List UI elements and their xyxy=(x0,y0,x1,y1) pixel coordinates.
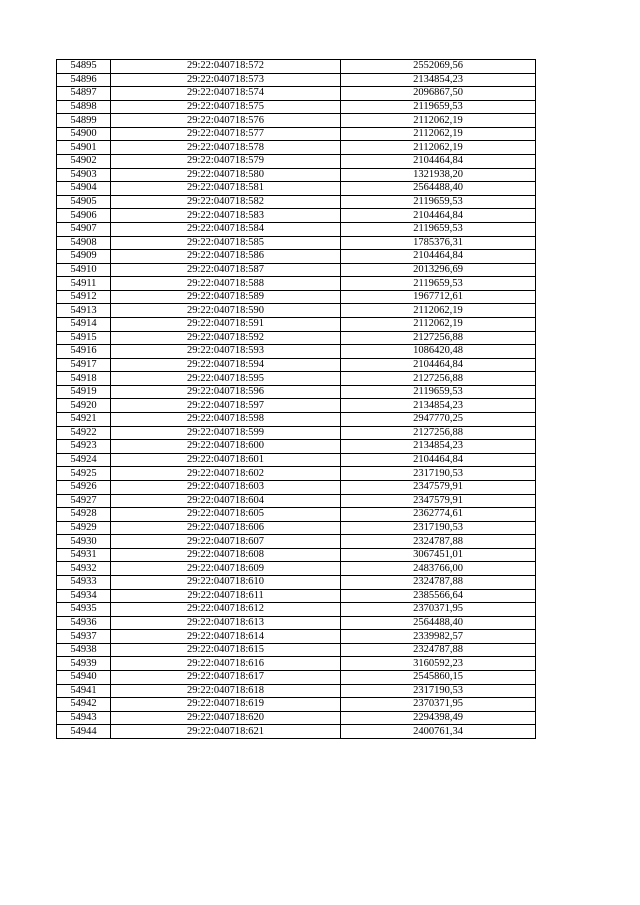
cadastral-number-cell: 29:22:040718:593 xyxy=(111,345,341,359)
row-number-cell: 54921 xyxy=(57,413,111,427)
row-number-cell: 54912 xyxy=(57,290,111,304)
cadastral-value-cell: 2564488,40 xyxy=(341,616,536,630)
cadastre-value-table xyxy=(56,59,536,739)
table-row xyxy=(57,548,536,562)
cadastral-value-cell: 2013296,69 xyxy=(341,263,536,277)
cadastral-number-cell: 29:22:040718:611 xyxy=(111,589,341,603)
cadastral-number-cell: 29:22:040718:603 xyxy=(111,480,341,494)
cadastral-value-cell: 2552069,56 xyxy=(341,60,536,74)
table-row xyxy=(57,222,536,236)
cadastral-value-cell: 1785376,31 xyxy=(341,236,536,250)
cadastral-value-cell: 2127256,88 xyxy=(341,372,536,386)
row-number-cell: 54919 xyxy=(57,385,111,399)
cadastral-value-cell: 2119659,53 xyxy=(341,100,536,114)
table-row xyxy=(57,168,536,182)
cadastral-number-cell: 29:22:040718:575 xyxy=(111,100,341,114)
cadastral-value-cell: 2119659,53 xyxy=(341,222,536,236)
table-row xyxy=(57,494,536,508)
cadastral-number-cell: 29:22:040718:579 xyxy=(111,155,341,169)
cadastral-number-cell: 29:22:040718:586 xyxy=(111,250,341,264)
table-row xyxy=(57,480,536,494)
table-row xyxy=(57,440,536,454)
cadastral-value-cell: 2564488,40 xyxy=(341,182,536,196)
row-number-cell: 54931 xyxy=(57,548,111,562)
cadastral-number-cell: 29:22:040718:614 xyxy=(111,630,341,644)
table-row xyxy=(57,277,536,291)
cadastral-value-cell: 2347579,91 xyxy=(341,480,536,494)
table-row xyxy=(57,426,536,440)
cadastral-value-cell: 2317190,53 xyxy=(341,521,536,535)
cadastral-number-cell: 29:22:040718:621 xyxy=(111,725,341,739)
row-number-cell: 54916 xyxy=(57,345,111,359)
cadastral-value-cell: 2112062,19 xyxy=(341,127,536,141)
row-number-cell: 54923 xyxy=(57,440,111,454)
cadastral-value-cell: 2134854,23 xyxy=(341,440,536,454)
table-row xyxy=(57,725,536,739)
cadastral-value-cell: 1321938,20 xyxy=(341,168,536,182)
cadastral-number-cell: 29:22:040718:576 xyxy=(111,114,341,128)
cadastral-number-cell: 29:22:040718:583 xyxy=(111,209,341,223)
cadastral-value-cell: 2119659,53 xyxy=(341,195,536,209)
row-number-cell: 54933 xyxy=(57,575,111,589)
cadastral-number-cell: 29:22:040718:595 xyxy=(111,372,341,386)
cadastral-number-cell: 29:22:040718:588 xyxy=(111,277,341,291)
table-row xyxy=(57,127,536,141)
table-row xyxy=(57,684,536,698)
cadastral-value-cell: 2370371,95 xyxy=(341,603,536,617)
table-row xyxy=(57,250,536,264)
table-row xyxy=(57,589,536,603)
table-row xyxy=(57,535,536,549)
cadastral-value-cell: 2347579,91 xyxy=(341,494,536,508)
table-row xyxy=(57,399,536,413)
cadastral-value-cell: 2112062,19 xyxy=(341,304,536,318)
row-number-cell: 54903 xyxy=(57,168,111,182)
table-body xyxy=(57,60,536,739)
table-row xyxy=(57,358,536,372)
table-row xyxy=(57,521,536,535)
table-row xyxy=(57,263,536,277)
table-row xyxy=(57,290,536,304)
row-number-cell: 54905 xyxy=(57,195,111,209)
cadastral-number-cell: 29:22:040718:600 xyxy=(111,440,341,454)
cadastral-number-cell: 29:22:040718:572 xyxy=(111,60,341,74)
cadastral-number-cell: 29:22:040718:587 xyxy=(111,263,341,277)
row-number-cell: 54910 xyxy=(57,263,111,277)
cadastral-number-cell: 29:22:040718:601 xyxy=(111,453,341,467)
cadastral-value-cell: 2339982,57 xyxy=(341,630,536,644)
row-number-cell: 54942 xyxy=(57,698,111,712)
cadastral-number-cell: 29:22:040718:592 xyxy=(111,331,341,345)
table-row xyxy=(57,698,536,712)
cadastral-number-cell: 29:22:040718:615 xyxy=(111,643,341,657)
row-number-cell: 54895 xyxy=(57,60,111,74)
table-row xyxy=(57,114,536,128)
cadastral-value-cell: 2324787,88 xyxy=(341,535,536,549)
cadastral-number-cell: 29:22:040718:605 xyxy=(111,508,341,522)
row-number-cell: 54932 xyxy=(57,562,111,576)
cadastral-value-cell: 2370371,95 xyxy=(341,698,536,712)
row-number-cell: 54915 xyxy=(57,331,111,345)
cadastral-number-cell: 29:22:040718:618 xyxy=(111,684,341,698)
row-number-cell: 54936 xyxy=(57,616,111,630)
row-number-cell: 54924 xyxy=(57,453,111,467)
table-row xyxy=(57,345,536,359)
table-row xyxy=(57,575,536,589)
row-number-cell: 54937 xyxy=(57,630,111,644)
cadastral-value-cell: 3067451,01 xyxy=(341,548,536,562)
table-row xyxy=(57,73,536,87)
cadastral-value-cell: 2112062,19 xyxy=(341,141,536,155)
cadastral-value-cell: 2112062,19 xyxy=(341,114,536,128)
cadastral-value-cell: 2119659,53 xyxy=(341,277,536,291)
cadastral-value-cell: 1086420,48 xyxy=(341,345,536,359)
table-row xyxy=(57,372,536,386)
row-number-cell: 54907 xyxy=(57,222,111,236)
cadastral-value-cell: 2127256,88 xyxy=(341,426,536,440)
cadastral-value-cell: 2483766,00 xyxy=(341,562,536,576)
cadastral-value-cell: 2294398,49 xyxy=(341,711,536,725)
row-number-cell: 54898 xyxy=(57,100,111,114)
cadastral-value-cell: 2104464,84 xyxy=(341,453,536,467)
table-row xyxy=(57,385,536,399)
cadastral-value-cell: 2947770,25 xyxy=(341,413,536,427)
cadastral-number-cell: 29:22:040718:573 xyxy=(111,73,341,87)
cadastral-value-cell: 2134854,23 xyxy=(341,399,536,413)
table-row xyxy=(57,671,536,685)
row-number-cell: 54896 xyxy=(57,73,111,87)
table-row xyxy=(57,562,536,576)
row-number-cell: 54939 xyxy=(57,657,111,671)
row-number-cell: 54897 xyxy=(57,87,111,101)
cadastral-number-cell: 29:22:040718:610 xyxy=(111,575,341,589)
row-number-cell: 54928 xyxy=(57,508,111,522)
cadastral-value-cell: 3160592,23 xyxy=(341,657,536,671)
table-row xyxy=(57,603,536,617)
row-number-cell: 54899 xyxy=(57,114,111,128)
table-row xyxy=(57,657,536,671)
row-number-cell: 54902 xyxy=(57,155,111,169)
row-number-cell: 54941 xyxy=(57,684,111,698)
table-row xyxy=(57,195,536,209)
row-number-cell: 54913 xyxy=(57,304,111,318)
cadastral-number-cell: 29:22:040718:620 xyxy=(111,711,341,725)
table-row xyxy=(57,616,536,630)
row-number-cell: 54922 xyxy=(57,426,111,440)
cadastral-number-cell: 29:22:040718:577 xyxy=(111,127,341,141)
row-number-cell: 54925 xyxy=(57,467,111,481)
row-number-cell: 54920 xyxy=(57,399,111,413)
cadastral-number-cell: 29:22:040718:580 xyxy=(111,168,341,182)
cadastral-number-cell: 29:22:040718:608 xyxy=(111,548,341,562)
row-number-cell: 54906 xyxy=(57,209,111,223)
table-row xyxy=(57,209,536,223)
row-number-cell: 54904 xyxy=(57,182,111,196)
table-row xyxy=(57,182,536,196)
cadastral-value-cell: 2134854,23 xyxy=(341,73,536,87)
cadastral-value-cell: 2545860,15 xyxy=(341,671,536,685)
row-number-cell: 54929 xyxy=(57,521,111,535)
cadastral-value-cell: 2104464,84 xyxy=(341,209,536,223)
cadastral-value-cell: 2317190,53 xyxy=(341,467,536,481)
row-number-cell: 54930 xyxy=(57,535,111,549)
cadastral-value-cell: 2096867,50 xyxy=(341,87,536,101)
row-number-cell: 54935 xyxy=(57,603,111,617)
table-row xyxy=(57,304,536,318)
cadastral-number-cell: 29:22:040718:604 xyxy=(111,494,341,508)
table-row xyxy=(57,60,536,74)
row-number-cell: 54914 xyxy=(57,317,111,331)
cadastral-number-cell: 29:22:040718:613 xyxy=(111,616,341,630)
table-row xyxy=(57,236,536,250)
cadastral-value-cell: 2324787,88 xyxy=(341,575,536,589)
row-number-cell: 54900 xyxy=(57,127,111,141)
table-row xyxy=(57,155,536,169)
cadastral-value-cell: 2385566,64 xyxy=(341,589,536,603)
table-row xyxy=(57,141,536,155)
table-row xyxy=(57,331,536,345)
row-number-cell: 54918 xyxy=(57,372,111,386)
cadastral-number-cell: 29:22:040718:596 xyxy=(111,385,341,399)
row-number-cell: 54909 xyxy=(57,250,111,264)
cadastral-number-cell: 29:22:040718:589 xyxy=(111,290,341,304)
cadastral-value-cell: 2127256,88 xyxy=(341,331,536,345)
cadastral-number-cell: 29:22:040718:594 xyxy=(111,358,341,372)
row-number-cell: 54911 xyxy=(57,277,111,291)
row-number-cell: 54927 xyxy=(57,494,111,508)
row-number-cell: 54944 xyxy=(57,725,111,739)
table-row xyxy=(57,453,536,467)
cadastral-number-cell: 29:22:040718:582 xyxy=(111,195,341,209)
table-row xyxy=(57,643,536,657)
row-number-cell: 54917 xyxy=(57,358,111,372)
cadastral-number-cell: 29:22:040718:591 xyxy=(111,317,341,331)
row-number-cell: 54934 xyxy=(57,589,111,603)
cadastral-number-cell: 29:22:040718:616 xyxy=(111,657,341,671)
row-number-cell: 54908 xyxy=(57,236,111,250)
table-row xyxy=(57,87,536,101)
cadastral-number-cell: 29:22:040718:607 xyxy=(111,535,341,549)
cadastral-number-cell: 29:22:040718:599 xyxy=(111,426,341,440)
table-row xyxy=(57,711,536,725)
row-number-cell: 54940 xyxy=(57,671,111,685)
cadastral-value-cell: 2112062,19 xyxy=(341,317,536,331)
table-row xyxy=(57,630,536,644)
cadastral-number-cell: 29:22:040718:581 xyxy=(111,182,341,196)
table-row xyxy=(57,317,536,331)
table-row xyxy=(57,100,536,114)
cadastral-number-cell: 29:22:040718:598 xyxy=(111,413,341,427)
cadastral-number-cell: 29:22:040718:609 xyxy=(111,562,341,576)
cadastral-number-cell: 29:22:040718:619 xyxy=(111,698,341,712)
cadastral-number-cell: 29:22:040718:578 xyxy=(111,141,341,155)
cadastral-value-cell: 2317190,53 xyxy=(341,684,536,698)
cadastral-value-cell: 2400761,34 xyxy=(341,725,536,739)
cadastral-value-cell: 2362774,61 xyxy=(341,508,536,522)
row-number-cell: 54926 xyxy=(57,480,111,494)
cadastral-number-cell: 29:22:040718:584 xyxy=(111,222,341,236)
table-row xyxy=(57,467,536,481)
cadastral-value-cell: 2104464,84 xyxy=(341,155,536,169)
row-number-cell: 54943 xyxy=(57,711,111,725)
cadastral-number-cell: 29:22:040718:590 xyxy=(111,304,341,318)
cadastral-number-cell: 29:22:040718:612 xyxy=(111,603,341,617)
table-row xyxy=(57,508,536,522)
row-number-cell: 54938 xyxy=(57,643,111,657)
table-row xyxy=(57,413,536,427)
cadastral-number-cell: 29:22:040718:585 xyxy=(111,236,341,250)
cadastral-number-cell: 29:22:040718:597 xyxy=(111,399,341,413)
cadastral-number-cell: 29:22:040718:617 xyxy=(111,671,341,685)
cadastral-number-cell: 29:22:040718:606 xyxy=(111,521,341,535)
cadastral-value-cell: 2119659,53 xyxy=(341,385,536,399)
row-number-cell: 54901 xyxy=(57,141,111,155)
cadastral-value-cell: 2324787,88 xyxy=(341,643,536,657)
cadastral-number-cell: 29:22:040718:602 xyxy=(111,467,341,481)
cadastral-value-cell: 2104464,84 xyxy=(341,358,536,372)
cadastral-value-cell: 2104464,84 xyxy=(341,250,536,264)
cadastral-number-cell: 29:22:040718:574 xyxy=(111,87,341,101)
cadastral-value-cell: 1967712,61 xyxy=(341,290,536,304)
